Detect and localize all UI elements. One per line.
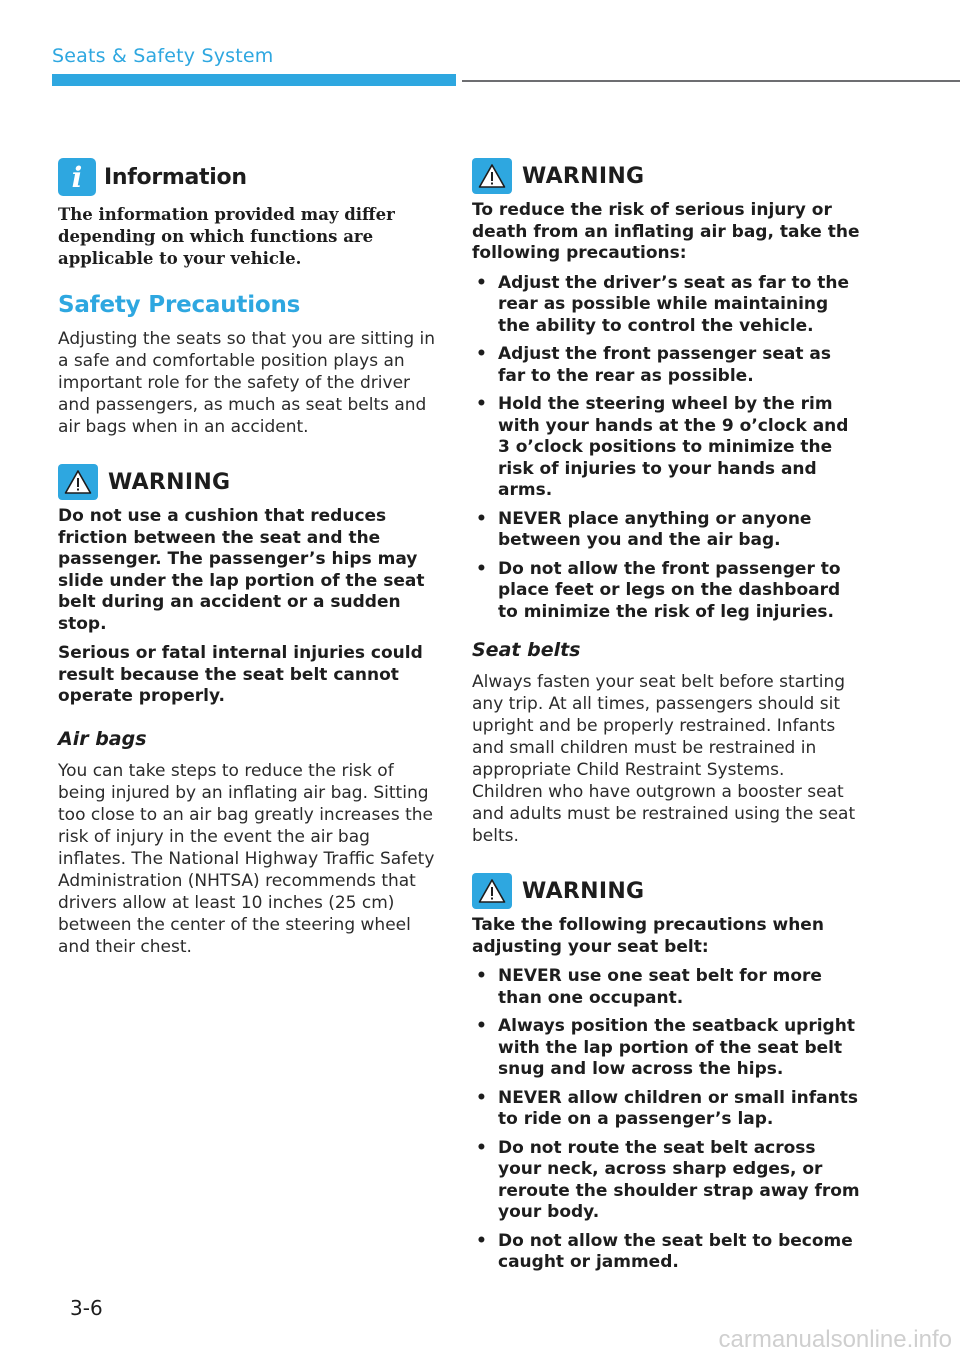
list-item: • Hold the steering wheel by the rim with your hands at the 9 o’clock and 3 o’clock positions to minimize the risk of injuries to your hands and arms.: [472, 394, 860, 502]
information-title: Information: [104, 164, 247, 190]
list-item: • Always position the seatback upright with the lap portion of the seat belt snug and low across the hips.: [472, 1016, 860, 1081]
seat-belts-body: Always fasten your seat belt before starting any trip. At all times, passengers should sit upright and be properly restrained. Infants and small children must be restrained in appropriate Child Restraint Systems. Children who have outgrown a booster seat and adults must be restrained using the seat belts.: [472, 672, 856, 846]
warning-paragraph: Do not use a cushion that reduces friction between the seat and the passenger. The passenger’s hips may slide under the lap portion of the seat belt during an accident or a sudden stop.: [58, 506, 425, 634]
information-body: The information provided may differ depending on which functions are applicable to your vehicle.: [58, 205, 395, 268]
seat-belts-heading: Seat belts: [472, 639, 581, 661]
list-item: • NEVER use one seat belt for more than one occupant.: [472, 966, 860, 1009]
warning-header: [472, 873, 860, 909]
list-item: • Adjust the driver’s seat as far to the rear as possible while maintaining the ability to control the vehicle.: [472, 273, 860, 338]
warning-intro: Take the following precautions when adjusting your seat belt:: [472, 915, 824, 957]
warning-title: WARNING: [108, 469, 231, 495]
section-title: Seats & Safety System: [52, 45, 274, 67]
list-item: • Do not route the seat belt across your neck, across sharp edges, or reroute the shoulder strap away from your body.: [472, 1138, 860, 1224]
header-rule-accent: [52, 74, 456, 86]
warning-list: [472, 273, 860, 624]
left-column: [58, 158, 438, 976]
list-item: • NEVER allow children or small infants to ride on a passenger’s lap.: [472, 1088, 860, 1131]
page-number: 3-6: [70, 1296, 103, 1320]
info-icon: i: [58, 158, 96, 196]
list-item: • Adjust the front passenger seat as far to the rear as possible.: [472, 344, 860, 387]
watermark[interactable]: carmanualsonline.info: [718, 1326, 952, 1353]
safety-precautions-heading: Safety Precautions: [58, 292, 301, 318]
warning-title: WARNING: [522, 163, 645, 189]
warning-paragraph: Serious or fatal internal injuries could result because the seat belt cannot operate properly.: [58, 643, 423, 706]
information-box-header: [58, 158, 438, 196]
safety-precautions-body: Adjusting the seats so that you are sitting in a safe and comfortable position plays an important role for the safety of the driver and passengers, as much as seat belts and air bags when in an accident.: [58, 329, 436, 437]
warning-title: WARNING: [522, 878, 645, 904]
list-item: • Do not allow the seat belt to become caught or jammed.: [472, 1231, 860, 1274]
list-item: • NEVER place anything or anyone between you and the air bag.: [472, 509, 860, 552]
list-item: • Do not allow the front passenger to place feet or legs on the dashboard to minimize the risk of leg injuries.: [472, 559, 860, 624]
air-bags-heading: Air bags: [58, 727, 147, 750]
warning-triangle-icon: [58, 464, 98, 500]
air-bags-body: You can take steps to reduce the risk of being injured by an inflating air bag. Sitting too close to an air bag greatly increases the risk of injury in the event the air bag inflates. The National Highway Traffic Safety Administration (NHTSA) recommends that drivers allow at least 10 inches (25 cm) between the center of the steering wheel and their chest.: [58, 760, 435, 957]
warning-triangle-icon: [472, 158, 512, 194]
right-column: [472, 158, 860, 1290]
warning-triangle-icon: [472, 873, 512, 909]
warning-list: [472, 966, 860, 1274]
warning-intro: To reduce the risk of serious injury or death from an inflating air bag, take the following precautions:: [472, 200, 860, 263]
header-rule: [462, 80, 960, 82]
warning-header: [58, 464, 438, 500]
warning-header: [472, 158, 860, 194]
